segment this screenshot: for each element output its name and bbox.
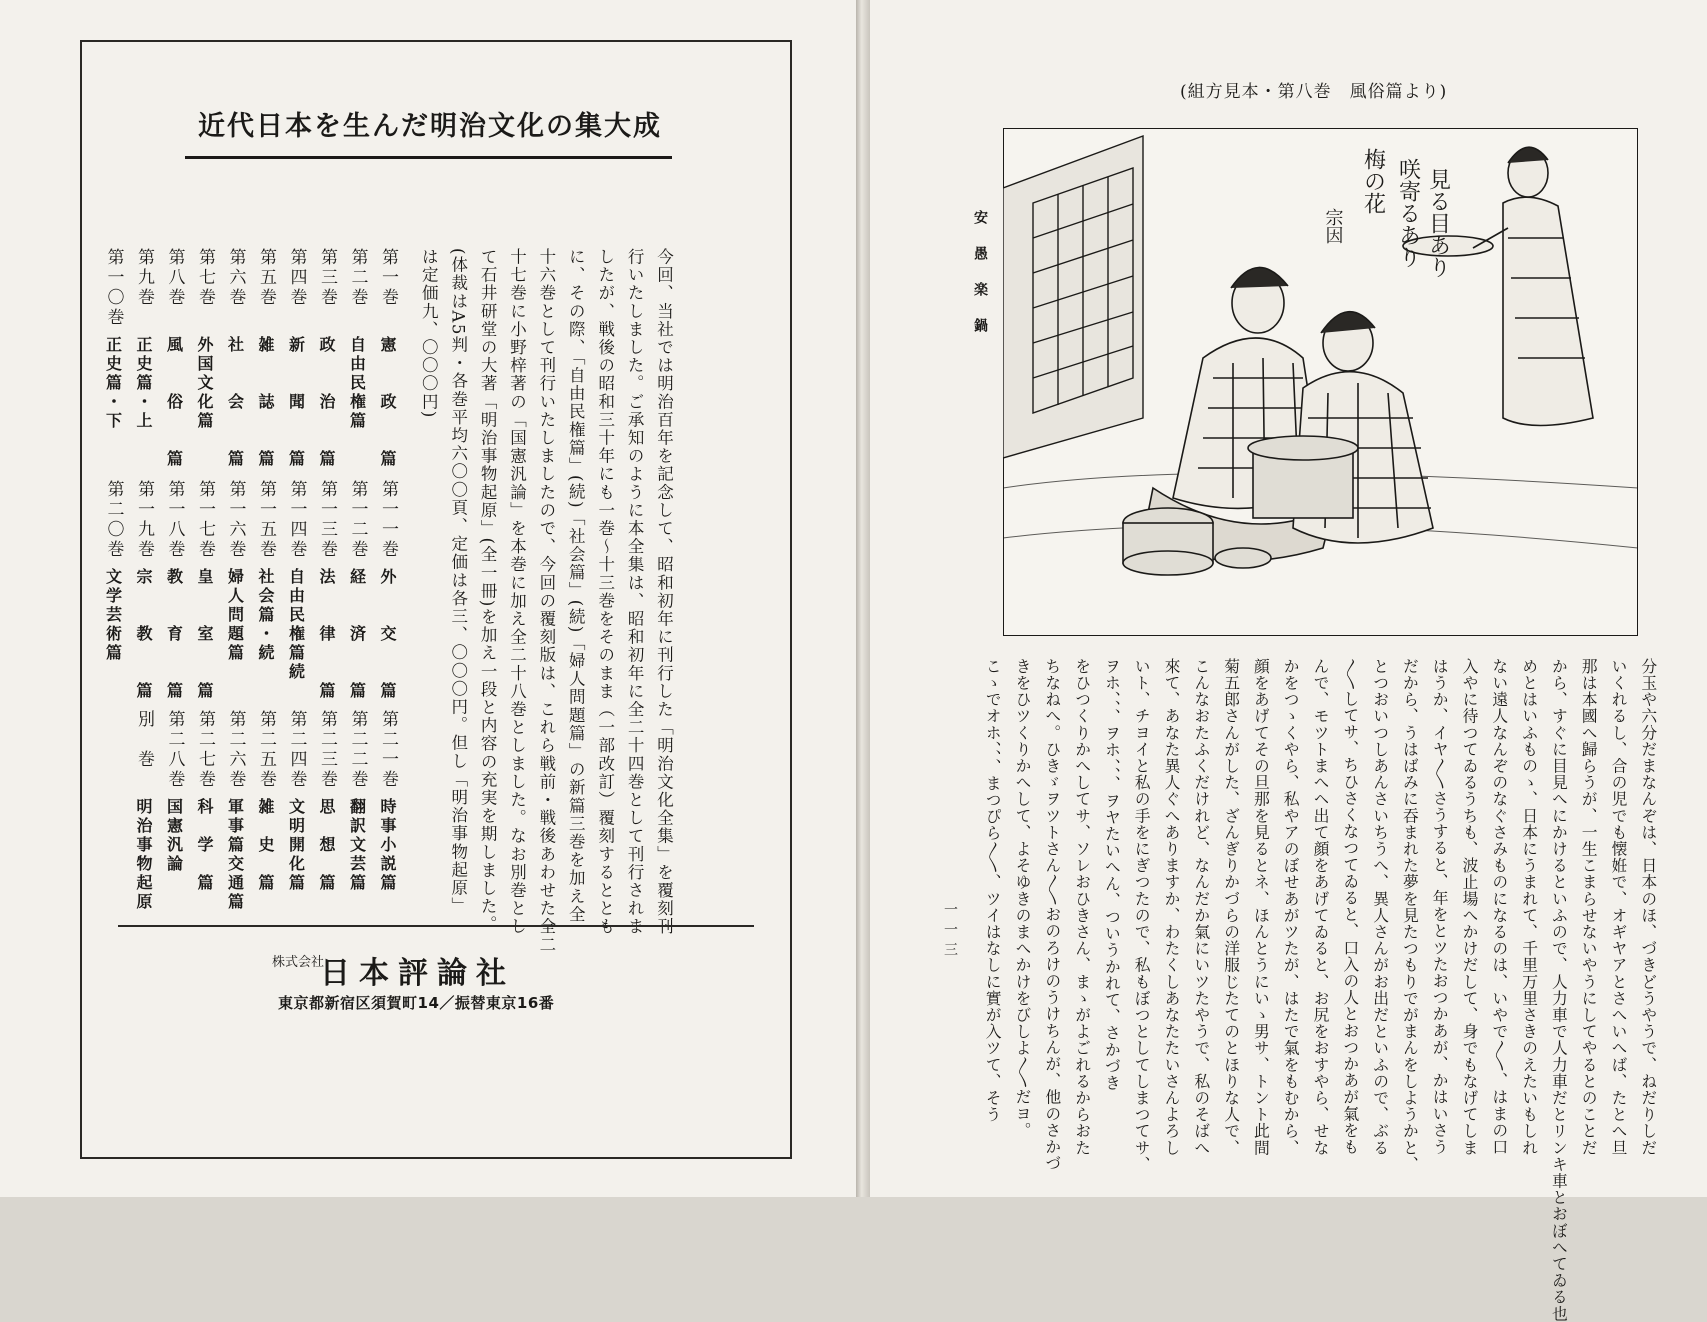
volume-number: 第一九巻 <box>134 480 154 560</box>
volume-number: 第一五巻 <box>256 480 276 560</box>
story-line: をひつくりかへしてサ、ソレおひきさん、まゝがよごれるからおた <box>1072 658 1092 1156</box>
volume-title: 正史篇・下 <box>103 336 123 431</box>
volume-title: 憲 政 篇 <box>378 336 397 469</box>
volume-number: 第二七巻 <box>195 710 215 790</box>
volume-number: 第二八巻 <box>164 710 185 790</box>
publisher-name: 日本評論社 <box>320 956 515 991</box>
intro-line: (体裁はA5判・各巻平均六〇〇頁、定価は各三、〇〇〇円。但し「明治事物起原」 <box>448 248 468 916</box>
story-line: ちなねへ。ひきゞヲツトさん〳〵おのろけのうけちんが、他のさかづ <box>1042 658 1062 1172</box>
volume-title: 思 想 篇 <box>317 798 336 893</box>
volume-number: 第三巻 <box>317 248 337 308</box>
volume-number: 第二五巻 <box>256 710 276 790</box>
story-line: はうか、イヤ〳〵さうすると、年をとツたおつかあが、かはいさう <box>1430 658 1450 1156</box>
woodblock-illustration <box>1003 128 1638 636</box>
volume-number: 第一一巻 <box>378 480 398 560</box>
volume-number: 第二二巻 <box>347 710 368 790</box>
volume-title: 新 聞 篇 <box>286 336 306 469</box>
volume-title: 文学芸術篇 <box>103 568 123 663</box>
publisher-address: 東京都新宿区須賀町14／振替東京16番 <box>278 994 555 1012</box>
volume-title: 外国文化篇 <box>195 336 214 431</box>
intro-line: 行いたしました。ご承知のように本全集は、昭和初年に全二十四巻として刊行されま <box>625 248 645 936</box>
story-line: 顔をあげてその旦那を見るとネ、ほんとうにいゝ男サ、トント此間 <box>1251 658 1271 1156</box>
story-line: んで、モツトまへヘ出て顔をあげてゐると、お尻をおすやら、せな <box>1310 658 1330 1156</box>
inscription-line: 咲寄るあり <box>1395 158 1421 268</box>
volume-title: 正史篇・上 <box>134 336 153 431</box>
volume-title: 自由民権篇 <box>347 336 367 431</box>
volume-number: 第一七巻 <box>195 480 215 560</box>
story-line: だから、うはばみに吞まれた夢を見たつもりでがまんをしようかと、 <box>1400 658 1420 1173</box>
volume-number: 第二三巻 <box>317 710 337 790</box>
section-label: 安愚楽鍋 <box>972 210 988 354</box>
volume-number: 第一巻 <box>378 248 398 308</box>
volume-title: 教 育 篇 <box>164 568 184 701</box>
divider <box>118 925 754 927</box>
story-line: 分玉や六分だまなんぞは、日本のほ、づきどうやうで、ねだりしだ <box>1638 658 1658 1156</box>
volume-title: 風 俗 篇 <box>164 336 184 469</box>
volume-title: 政 治 篇 <box>317 336 336 469</box>
story-line: 入やに待つてゐるうちも、波止場へかけだして、身でもなげてしま <box>1459 658 1479 1156</box>
volume-number: 第一三巻 <box>317 480 337 560</box>
volume-number: 第九巻 <box>134 248 154 308</box>
volume-number: 第一二巻 <box>347 480 368 560</box>
inscription-line: 見る目あり <box>1425 168 1451 278</box>
volume-number: 第一〇巻 <box>103 248 124 328</box>
volume-number: 別 巻 <box>134 710 154 770</box>
volume-number: 第二六巻 <box>225 710 246 790</box>
shoji-screen <box>1003 136 1143 458</box>
volume-title: 皇 室 篇 <box>195 568 214 701</box>
volume-title: 婦人問題篇 <box>225 568 245 663</box>
volume-number: 第二一巻 <box>378 710 398 790</box>
page-number: 一一三 <box>942 902 958 962</box>
story-line: 來て、あなた異人ぐへありますか、わたくしあなたたいさんよろし <box>1161 658 1181 1156</box>
intro-line: て石井研堂の大著「明治事物起原」(全一冊)を加え一段と内容の充実を期しました。 <box>478 248 498 934</box>
story-line: ヲホ、、、ヲホ、、、ヲヤたいへん、ついうかれて、さかづき <box>1102 658 1122 1092</box>
volume-number: 第八巻 <box>164 248 185 308</box>
intro-line: 十七巻に小野梓著の「国憲汎論」を本巻に加え全二十八巻としました。なお別巻とし <box>507 248 527 936</box>
intro-line: 十六巻として刊行いたしましたので、今回の覆刻版は、これら戦前・戦後あわせた全二 <box>536 248 556 954</box>
story-line: ない遠人なんぞのなぐさみものになるのは、いやで〳〵、はまの口 <box>1489 658 1509 1156</box>
volume-title: 時事小説篇 <box>378 798 397 893</box>
volume-title: 法 律 篇 <box>317 568 336 701</box>
story-line: こんなおたふくだけれど、なんだか氣にいツたやうで、私のそばへ <box>1191 658 1211 1156</box>
story-line: 菊五郎さんがした、ざんぎりかづらの洋服じたてのとほりな人で、 <box>1221 658 1241 1156</box>
volume-title: 外 交 篇 <box>378 568 397 701</box>
volume-number: 第七巻 <box>195 248 215 308</box>
story-line: かをつゝくやら、私やアのぼせあがツたが、はたで氣をもむから、 <box>1281 658 1301 1156</box>
story-line: きをひツくりかへして、よそゆきのまへかけをびしよ〳〵だヨ。 <box>1012 658 1032 1139</box>
book-gutter <box>856 0 870 1197</box>
volume-number: 第六巻 <box>225 248 246 308</box>
intro-line: したが、戦後の昭和三十年にも一巻〜十三巻をそのまま（一部改訂）覆刻するととも <box>595 248 615 936</box>
headline-underline <box>185 156 672 159</box>
volume-number: 第一八巻 <box>164 480 185 560</box>
page-headline: 近代日本を生んだ明治文化の集大成 <box>198 111 662 142</box>
volume-title: 軍事篇交通篇 <box>225 798 245 912</box>
volume-number: 第五巻 <box>256 248 276 308</box>
volume-title: 雑 誌 篇 <box>256 336 275 469</box>
left-page <box>0 0 856 1197</box>
story-line: 那は本國へ歸らうが、一生こまらせないやうにしてやるとのことだ <box>1579 658 1599 1156</box>
inscription-line: 梅の花 <box>1360 148 1386 214</box>
intro-line: に、その際、「自由民権篇」(続)「社会篇」(続)「婦人問題篇」の新篇三巻を加え全 <box>566 248 586 924</box>
story-line: から、すぐに目見へにかけるといふので、人力車で人力車だとリンキ車とおぼへてゐる也 <box>1549 658 1569 1322</box>
story-line: めとはいふものゝ、日本にうまれて、千里万里さきのえたいもしれ <box>1519 658 1539 1156</box>
story-line: いくれるし、合の児でも懐姙で、オギヤアとさへいへば、たとへ旦 <box>1608 658 1628 1156</box>
inscription-line: 宗因 <box>1322 208 1344 244</box>
volume-number: 第四巻 <box>286 248 307 308</box>
volume-number: 第二四巻 <box>286 710 307 790</box>
story-line: こゝでオホ、、、まつぴら〳〵、ツイはなしに實が入ツて、そう <box>983 658 1003 1123</box>
volume-title: 宗 教 篇 <box>134 568 153 701</box>
volume-title: 自由民権篇続 <box>286 568 306 682</box>
volume-title: 文明開化篇 <box>286 798 306 893</box>
intro-line: は定価九、〇〇〇円) <box>419 248 439 419</box>
volume-title: 明治事物起原 <box>134 798 153 912</box>
publisher-type: 株式会社 <box>272 955 325 970</box>
story-line: とつおいつしあんさいちうへ、異人さんがお出だといふので、ぶる <box>1370 658 1390 1156</box>
sample-caption: (組方見本・第八巻 風俗篇より) <box>1180 82 1448 102</box>
volume-title: 国憲汎論 <box>164 798 184 874</box>
intro-line: 今回、当社では明治百年を記念して、昭和初年に刊行した「明治文化全集」を覆刻刊 <box>654 248 674 936</box>
volume-title: 社会篇・続 <box>256 568 275 663</box>
volume-title: 経 済 篇 <box>347 568 367 701</box>
story-line: いト、チヨイと私の手をにぎつたので、私もぼつとしてしまつてサ、 <box>1132 658 1152 1173</box>
volume-title: 翻訳文芸篇 <box>347 798 367 893</box>
volume-title: 科 学 篇 <box>195 798 214 893</box>
volume-number: 第二〇巻 <box>103 480 124 560</box>
story-line: 〳〵してサ、ちひさくなつてゐると、口入の人とおつかあが氣をも <box>1340 658 1360 1156</box>
volume-number: 第二巻 <box>347 248 368 308</box>
volume-number: 第一四巻 <box>286 480 307 560</box>
volume-title: 雑 史 篇 <box>256 798 275 893</box>
volume-number: 第一六巻 <box>225 480 246 560</box>
volume-title: 社 会 篇 <box>225 336 245 469</box>
